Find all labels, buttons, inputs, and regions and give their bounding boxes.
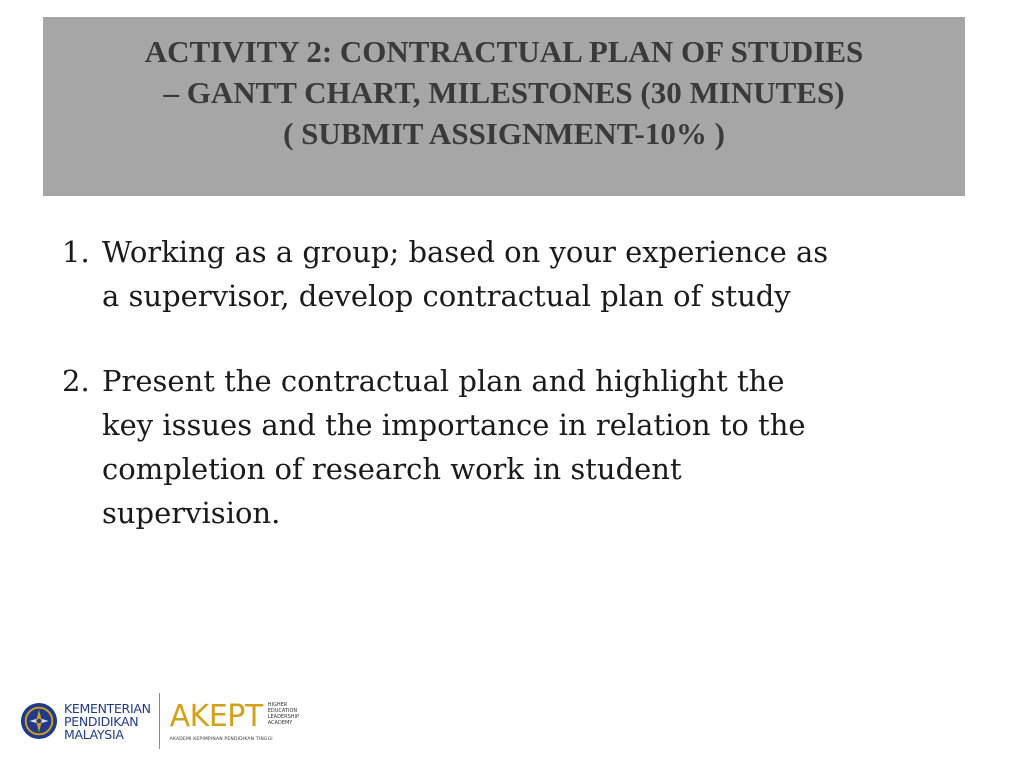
akept-tagline-line: HIGHER (267, 702, 288, 708)
akept-tagline-line: LEADERSHIP (267, 714, 299, 720)
item-number: 2. (62, 364, 90, 398)
item-line: key issues and the importance in relation to the (102, 408, 806, 442)
akept-subline: AKADEMI KEPIMPINAN PENDIDIKAN TINGGI (169, 737, 273, 742)
kpm-logo-text (64, 702, 151, 741)
list-item (62, 230, 962, 318)
footer-logos (20, 690, 299, 752)
item-text (102, 230, 962, 318)
item-line: Working as a group; based on your experience as (102, 235, 829, 269)
item-line: supervision. (102, 496, 281, 530)
item-text (102, 359, 962, 535)
kpm-logo-line: KEMENTERIAN (64, 700, 151, 716)
title-line-2: – GANTT CHART, MILESTONES (30 MINUTES) (163, 75, 845, 110)
item-number: 1. (62, 235, 90, 269)
akept-tagline-line: EDUCATION (267, 708, 298, 714)
akept-logo-word: AKEPT (169, 699, 263, 734)
kpm-logo-line: PENDIDIKAN (64, 713, 139, 729)
akept-tagline (268, 702, 299, 726)
kpm-logo-line: MALAYSIA (64, 726, 124, 742)
item-line: a supervisor, develop contractual plan of study (102, 279, 791, 313)
akept-logo (170, 700, 299, 742)
activity-list (62, 230, 962, 576)
title-line-3: ( SUBMIT ASSIGNMENT-10% ) (283, 116, 725, 151)
item-line: completion of research work in student (102, 452, 682, 486)
item-line: Present the contractual plan and highlight the (102, 364, 785, 398)
kpm-emblem-icon (20, 702, 58, 740)
logo-divider (159, 693, 160, 749)
title-box (43, 17, 965, 196)
title-line-1: ACTIVITY 2: CONTRACTUAL PLAN OF STUDIES (144, 34, 864, 69)
list-item (62, 359, 962, 535)
akept-tagline-line: ACADEMY (267, 720, 293, 726)
